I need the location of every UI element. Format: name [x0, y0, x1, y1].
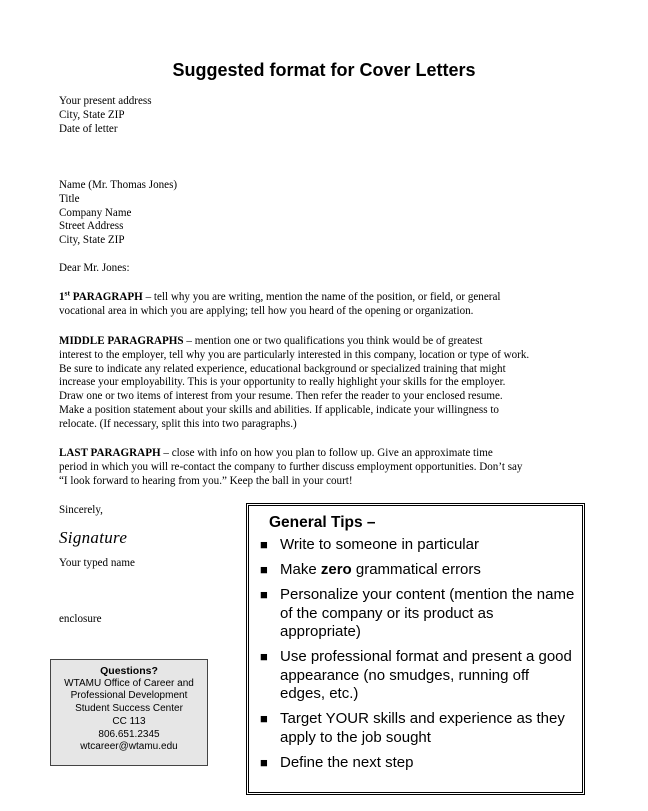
first-paragraph-line: vocational area in which you are applying; tell how you heard of the opening or organization.: [59, 304, 474, 317]
general-tips-box: [246, 503, 585, 795]
middle-paragraph-line: increase your employability. This is your opportunity to really highlight your skills for the employer.: [59, 376, 506, 389]
questions-title: Questions?: [100, 665, 158, 677]
middle-paragraph-line: Be sure to indicate any related experience, educational background or specialized training that might: [59, 362, 506, 375]
enclosure: enclosure: [59, 613, 102, 625]
middle-paragraph-line: Make a position statement about your skills and abilities. If applicable, indicate your willingness to: [59, 403, 499, 416]
questions-phone: 806.651.2345: [98, 728, 160, 740]
middle-paragraphs-heading: MIDDLE PARAGRAPHS: [59, 335, 184, 347]
tip-item: ■ Write to someone in particular: [260, 536, 479, 553]
last-paragraph-heading: LAST PARAGRAPH: [59, 447, 161, 459]
bullet-icon: ■: [260, 562, 268, 577]
questions-office: WTAMU Office of Career and: [64, 677, 194, 689]
tip-item: ■ Make zero grammatical errors: [260, 561, 481, 578]
recipient-name: Name (Mr. Thomas Jones): [59, 179, 178, 191]
sender-address-block: [59, 95, 599, 136]
middle-paragraph-line: MIDDLE PARAGRAPHS – mention one or two qualifications you think would be of greatest: [59, 335, 483, 347]
recipient-company: Company Name: [59, 206, 132, 219]
first-paragraph-line: 1st PARAGRAPH – tell why you are writing, mention the name of the position, or field, or general: [59, 288, 501, 303]
middle-paragraph-line: Draw one or two items of interest from your resume. Then refer the reader to your enclosed resume.: [59, 390, 503, 403]
middle-paragraph-line: relocate. (If necessary, split this into two paragraphs.): [59, 417, 297, 430]
middle-paragraphs: [59, 335, 599, 432]
bullet-icon: ■: [260, 711, 268, 726]
recipient-street: Street Address: [59, 220, 124, 233]
last-paragraph: [59, 447, 599, 488]
questions-office-line2: Professional Development: [70, 690, 188, 702]
signature: Signature: [59, 528, 128, 547]
closing: Sincerely,: [59, 504, 103, 516]
questions-email: wtcareer@wtamu.edu: [80, 741, 178, 753]
bullet-icon: ■: [260, 754, 268, 770]
sender-address: Your present address: [59, 95, 152, 107]
recipient-title: Title: [59, 192, 80, 205]
bullet-icon: ■: [260, 537, 268, 552]
letter-date: Date of letter: [59, 122, 118, 135]
salutation: Dear Mr. Jones:: [59, 262, 130, 274]
last-paragraph-line: period in which you will re-contact the company to further discuss employment opportunities. Don’t say: [59, 460, 523, 473]
page-title: Suggested format for Cover Letters: [172, 60, 476, 80]
tip-item: ■ Define the next step: [260, 753, 414, 771]
tip-item: ■ Personalize your content (mention the name of the company or its product as appropriate): [260, 586, 575, 640]
bullet-icon: ■: [260, 649, 268, 664]
tip-item: ■ Use professional format and present a good appearance (no smudges, running off edges, etc.): [260, 648, 572, 702]
bullet-icon: ■: [260, 587, 268, 602]
first-paragraph: [59, 288, 599, 319]
questions-location: Student Success Center: [75, 703, 183, 715]
recipient-city: City, State ZIP: [59, 234, 125, 247]
tip-item: ■ Target YOUR skills and experience as they apply to the job sought: [260, 710, 565, 746]
first-paragraph-heading: 1st PARAGRAPH: [59, 288, 143, 303]
sender-city: City, State ZIP: [59, 108, 125, 121]
tips-list: [249, 536, 582, 779]
typed-name: Your typed name: [59, 557, 135, 569]
questions-box: [50, 659, 208, 766]
recipient-address-block: [59, 179, 599, 248]
questions-room: CC 113: [112, 715, 146, 727]
middle-paragraph-line: interest to the employer, tell why you are particularly interested in this company, location or type of work.: [59, 348, 530, 361]
last-paragraph-line: “I look forward to hearing from you.” Keep the ball in your court!: [59, 474, 353, 487]
last-paragraph-line: LAST PARAGRAPH – close with info on how you plan to follow up. Give an approximate time: [59, 447, 493, 459]
general-tips-title: General Tips –: [269, 514, 376, 531]
